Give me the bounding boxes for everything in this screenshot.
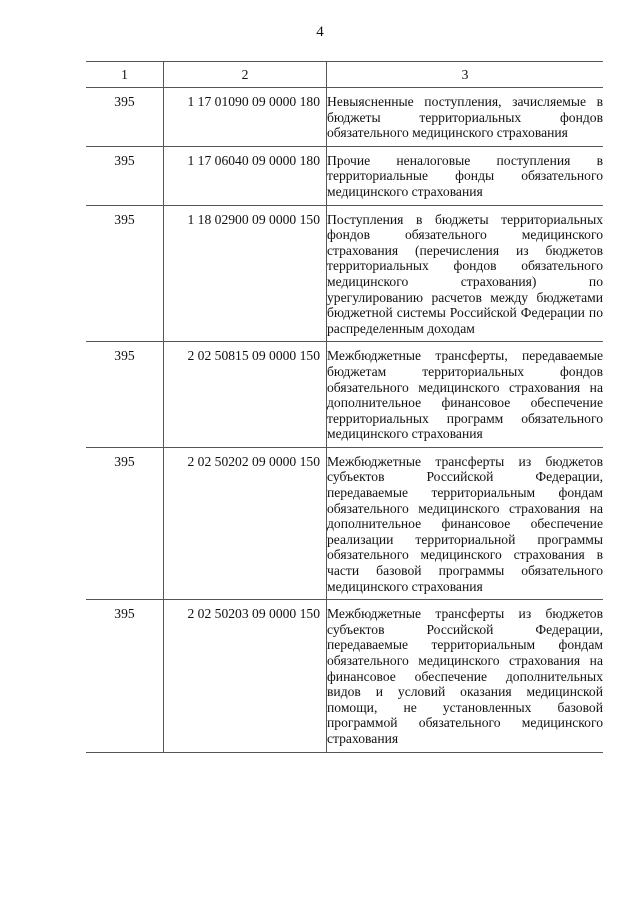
- header-col-3: 3: [327, 62, 604, 88]
- budget-code-cell: 1 18 02900 09 0000 150: [164, 205, 327, 342]
- budget-code-cell: 1 17 06040 09 0000 180: [164, 146, 327, 205]
- income-name-cell: Невыясненные поступления, зачисляемые в бюджеты территориальных фондов обязательного медицинского страхования: [327, 88, 604, 147]
- classification-table: [86, 61, 603, 753]
- admin-code-cell: 395: [86, 447, 164, 599]
- admin-code-cell: 395: [86, 88, 164, 147]
- admin-code-cell: 395: [86, 146, 164, 205]
- admin-code-cell: 395: [86, 600, 164, 752]
- page-number: 4: [316, 24, 324, 40]
- table-row: [86, 205, 603, 342]
- table-row: [86, 447, 603, 599]
- table-row: [86, 88, 603, 147]
- income-name-cell: Межбюджетные трансферты, передаваемые бюджетам территориальных фондов обязательного медицинского страхования на дополнительное финансовое обеспечение территориальных программ обязательного медицинского страхования: [327, 342, 604, 448]
- income-name-cell: Межбюджетные трансферты из бюджетов субъектов Российской Федерации, передаваемые территориальным фондам обязательного медицинского страхования на дополнительное финансовое обеспечение реализации территориальной программы обязательного медицинского страхования в части базовой программы обязательного медицинского страхования: [327, 447, 604, 599]
- budget-code-cell: 2 02 50815 09 0000 150: [164, 342, 327, 448]
- income-name-cell: Межбюджетные трансферты из бюджетов субъектов Российской Федерации, передаваемые территориальным фондам обязательного медицинского страхования на финансовое обеспечение дополнительных видов и условий оказания медицинской помощи, не установленных базовой программой обязательного медицинского страхования: [327, 600, 604, 752]
- header-col-2: 2: [164, 62, 327, 88]
- income-name-cell: Прочие неналоговые поступления в территориальные фонды обязательного медицинского страхования: [327, 146, 604, 205]
- header-col-1: 1: [86, 62, 164, 88]
- table-row: [86, 342, 603, 448]
- admin-code-cell: 395: [86, 342, 164, 448]
- budget-code-cell: 2 02 50203 09 0000 150: [164, 600, 327, 752]
- budget-code-cell: 1 17 01090 09 0000 180: [164, 88, 327, 147]
- admin-code-cell: 395: [86, 205, 164, 342]
- table-row: [86, 146, 603, 205]
- budget-code-cell: 2 02 50202 09 0000 150: [164, 447, 327, 599]
- table-header-row: [86, 62, 603, 88]
- table-row: [86, 600, 603, 752]
- income-name-cell: Поступления в бюджеты территориальных фондов обязательного медицинского страхования (перечисления из бюджетов территориальных фондов обязательного медицинского страхования) по урегулированию расчетов между бюджетами бюджетной системы Российской Федерации по распределенным доходам: [327, 205, 604, 342]
